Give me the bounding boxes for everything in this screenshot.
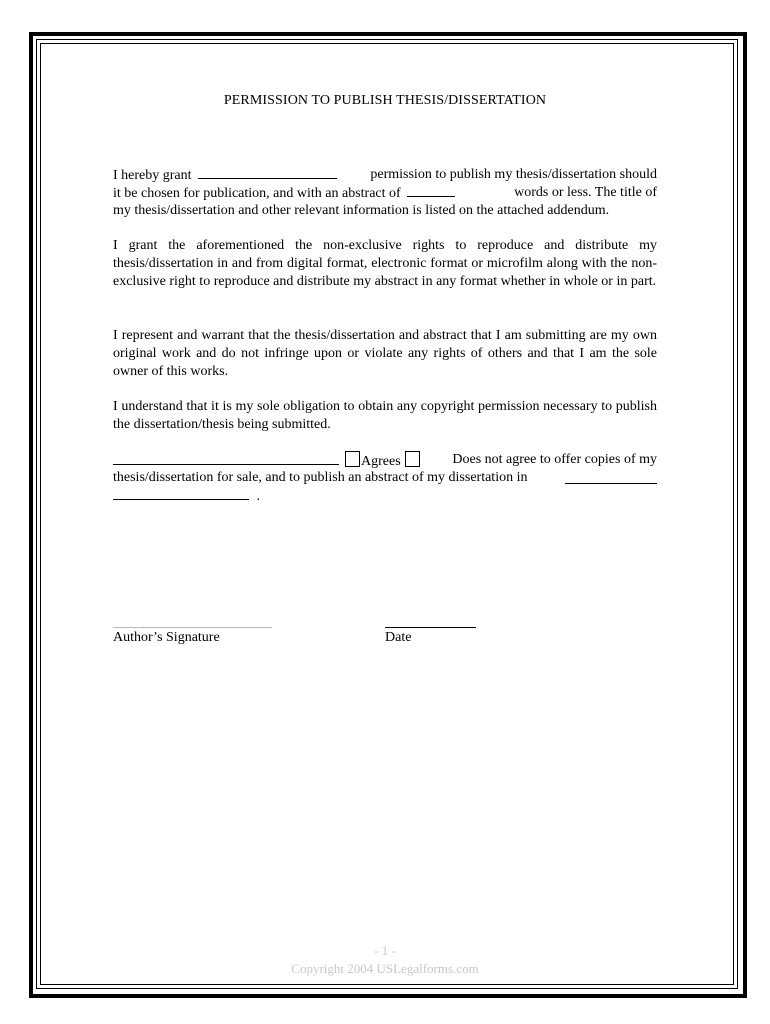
abstract-text-end: words or less. The title of <box>514 185 657 200</box>
paragraph-warranty: I represent and warrant that the thesis/dissertation and abstract that I am submitting are my own original work and do not infringe upon or violate any rights of others and that I am the sole owner of this works. <box>113 328 657 379</box>
consent-name-field[interactable] <box>113 452 339 465</box>
page-number: - 1 - <box>374 943 396 958</box>
grantee-blank-field[interactable] <box>198 166 337 179</box>
publication-field[interactable] <box>565 471 657 484</box>
sentence-end-mark: . <box>256 489 260 504</box>
abstract-word-count-field[interactable] <box>407 184 455 197</box>
agrees-checkbox[interactable] <box>345 451 360 467</box>
publish-abstract-text: thesis/dissertation for sale, and to publish an abstract of my dissertation in <box>113 470 528 485</box>
does-not-agree-label: Does not agree to offer copies of my <box>452 452 657 467</box>
abstract-text-start: it be chosen for publication, and with an abstract of <box>113 186 401 201</box>
paragraph-rights: I grant the aforementioned the non-exclusive rights to reproduce and distribute my thesis/dissertation in and from digital format, electronic format or microfilm along with the non-exclusive right to reproduce and distribute my abstract in any format whether in whole or in part. <box>113 238 657 289</box>
grant-text-end: permission to publish my thesis/dissertation should <box>370 167 657 182</box>
addendum-text: my thesis/dissertation and other relevant information is listed on the attached addendum. <box>113 203 610 218</box>
author-signature-line[interactable] <box>113 627 272 628</box>
grant-text-start: I hereby grant <box>113 168 192 183</box>
document-title: PERMISSION TO PUBLISH THESIS/DISSERTATION <box>223 93 547 108</box>
copyright-notice: Copyright 2004 USLegalforms.com <box>291 961 479 976</box>
agrees-label: Agrees <box>361 454 401 469</box>
date-line[interactable] <box>385 627 476 628</box>
author-signature-label: Author’s Signature <box>113 630 220 645</box>
date-label: Date <box>385 630 412 645</box>
publication-field-continued[interactable] <box>113 487 249 500</box>
paragraph-obligation: I understand that it is my sole obligation to obtain any copyright permission necessary to publish the dissertation/thesis being submitted. <box>113 399 657 432</box>
does-not-agree-checkbox[interactable] <box>405 451 420 467</box>
